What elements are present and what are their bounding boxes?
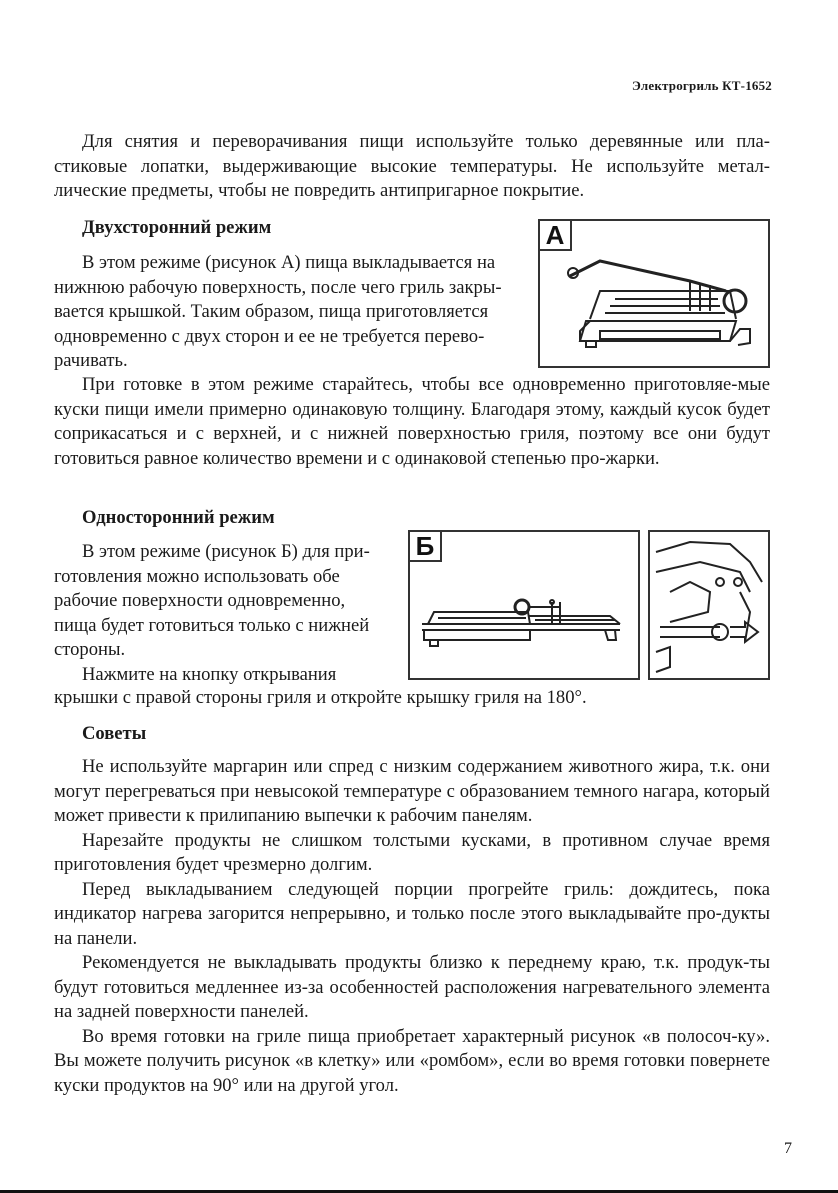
intro-paragraph: Для снятия и переворачивания пищи используйте только деревянные или пла-стиковые лопатки, выдерживающие высокие температуры. Не используйте метал-лические предметы, чтобы не повредить антипригарное покрытие. — [54, 131, 770, 201]
open-button-detail-illustration — [650, 532, 768, 678]
section-title-two-sided: Двухсторонний режим — [82, 217, 272, 238]
tip-paragraph: Не используйте маргарин или спред с низким содержанием животного жира, т.к. они могут перегреваться при невысокой температуре с образованием темного нагара, который может привести к прилипанию выпечки к рабочим панелям. — [54, 756, 770, 826]
grill-open-illustration — [410, 532, 638, 678]
figure-b-label: Б — [410, 532, 442, 562]
tips-paragraphs — [54, 755, 770, 1098]
one-sided-paragraph-1: В этом режиме (рисунок Б) для при- готовления можно использовать обе рабочие поверхности одновременно, пища будет готовиться только с нижней стороны. Нажмите на кнопку открывания — [54, 541, 370, 685]
figure-b — [408, 530, 640, 680]
grill-closed-illustration — [540, 221, 768, 366]
one-sided-paragraph-2: крышки с правой стороны гриля и откройте крышку гриля на 180°. — [54, 687, 587, 708]
figure-a-label: A — [540, 221, 572, 251]
page-number: 7 — [784, 1140, 792, 1157]
two-sided-paragraph-1: В этом режиме (рисунок А) пища выкладывается на нижнюю рабочую поверхность, после чего гриль закры- вается крышкой. Таким образом, пища приготовляется одновременно с двух сторон и ее не требуется перево- рачивать. — [54, 252, 502, 371]
figure-a — [538, 219, 770, 368]
section-title-one-sided: Односторонний режим — [82, 507, 275, 528]
running-header: Электрогриль КТ-1652 — [632, 78, 772, 93]
tip-paragraph: Перед выкладыванием следующей порции прогрейте гриль: дождитесь, пока индикатор нагрева загорится непрерывно, и только после этого выкладывайте про-дукты на панели. — [54, 878, 770, 949]
tip-paragraph: Во время готовки на гриле пища приобретает характерный рисунок «в полосоч-ку». Вы можете получить рисунок «в клетку» или «ромбом», если во время готовки повернете куски продуктов на 90° или на другой угол. — [54, 1025, 770, 1096]
tip-paragraph: Нарезайте продукты не слишком толстыми кусками, в противном случае время приготовления будет чрезмерно долгим. — [54, 829, 770, 875]
tip-paragraph: Рекомендуется не выкладывать продукты близко к переднему краю, т.к. продук-ты будут готовиться медленнее из-за особенностей расположения нагревательного элемента на задней поверхности панелей. — [54, 952, 770, 1022]
section-title-tips: Советы — [82, 723, 147, 744]
two-sided-paragraph-2: При готовке в этом режиме старайтесь, чтобы все одновременно приготовляе-мые куски пищи имели примерно одинаковую толщину. Благодаря этому, каждый кусок будет соприкасаться и с верхней, и с нижней поверхностью гриля, поэтому все они будут готовиться равное количество времени и с одинаковой степенью про-жарки. — [54, 374, 770, 469]
figure-b-detail — [648, 530, 770, 680]
